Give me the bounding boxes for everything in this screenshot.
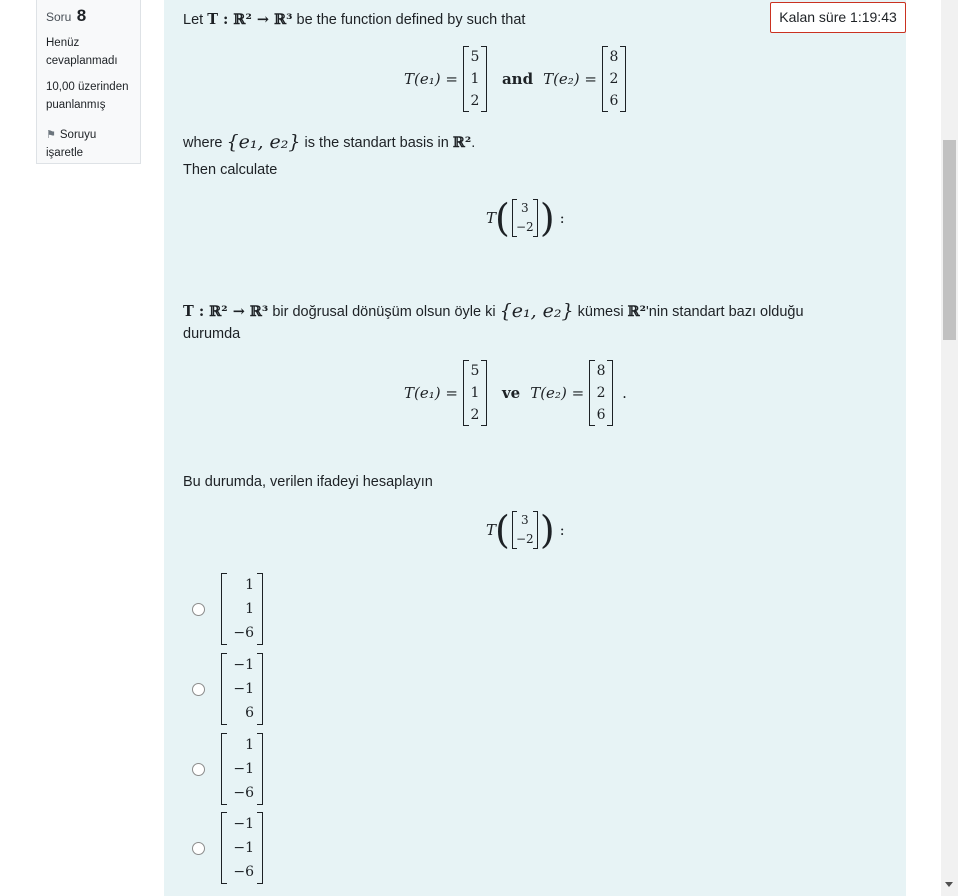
answer-option-a[interactable]	[192, 573, 263, 645]
turkish-calculation-expression: T ( 3 −2 ) :	[486, 508, 565, 552]
input-vector: 3 −2	[512, 511, 538, 549]
english-then-calculate: Then calculate	[183, 162, 278, 178]
flag-icon: ⚑	[46, 129, 56, 141]
question-marks: 10,00 üzerinden puanlanmış	[46, 81, 129, 111]
question-status: Henüz cevaplanmadı	[46, 37, 118, 67]
turkish-mapping-equation: T(e₁) = 5 1 2 ve T(e₂) = 8 2 6 .	[404, 360, 627, 426]
page-scrollbar[interactable]	[941, 0, 958, 896]
english-calculation-expression: T ( 3 −2 ) :	[486, 196, 565, 240]
input-vector: 3 −2	[512, 199, 538, 237]
scrollbar-thumb[interactable]	[943, 140, 956, 340]
answer-vector: 1 1 −6	[221, 573, 263, 645]
scroll-down-arrow-icon[interactable]	[945, 882, 953, 887]
vector-e2: 8 2 6	[589, 360, 613, 426]
answer-option-b[interactable]	[192, 653, 263, 725]
vector-e1: 5 1 2	[463, 46, 487, 112]
answer-radio[interactable]	[192, 603, 205, 616]
english-mapping-equation: T(e₁) = 5 1 2 and T(e₂) = 8 2 6	[404, 46, 631, 112]
answer-radio[interactable]	[192, 763, 205, 776]
question-content	[164, 0, 906, 896]
time-remaining-box: Kalan süre 1:19:43	[770, 2, 906, 33]
answer-radio[interactable]	[192, 683, 205, 696]
question-number: Soru 8	[46, 6, 87, 25]
vector-e1: 5 1 2	[463, 360, 487, 426]
answer-vector: 1 −1 −6	[221, 733, 263, 805]
question-info-panel	[36, 0, 141, 164]
turkish-intro: T : ℝ² → ℝ³ bir doğrusal dönüşüm olsun öyle ki {e₁, e₂} kümesi ℝ²'nin standart bazı olduğu durumda	[183, 300, 804, 342]
answer-option-c[interactable]	[192, 733, 263, 805]
answer-radio[interactable]	[192, 842, 205, 855]
flag-question-link[interactable]: ⚑ Soruyu işaretle	[46, 126, 140, 162]
answer-option-d[interactable]	[192, 812, 263, 884]
answer-vector: −1 −1 −6	[221, 812, 263, 884]
answer-vector: −1 −1 6	[221, 653, 263, 725]
vector-e2: 8 2 6	[602, 46, 626, 112]
english-intro: Let T : ℝ² → ℝ³ be the function defined by such that	[183, 11, 526, 28]
english-basis-text: where {e₁, e₂} is the standart basis in ℝ².	[183, 131, 476, 153]
turkish-compute-text: Bu durumda, verilen ifadeyi hesaplayın	[183, 474, 433, 490]
